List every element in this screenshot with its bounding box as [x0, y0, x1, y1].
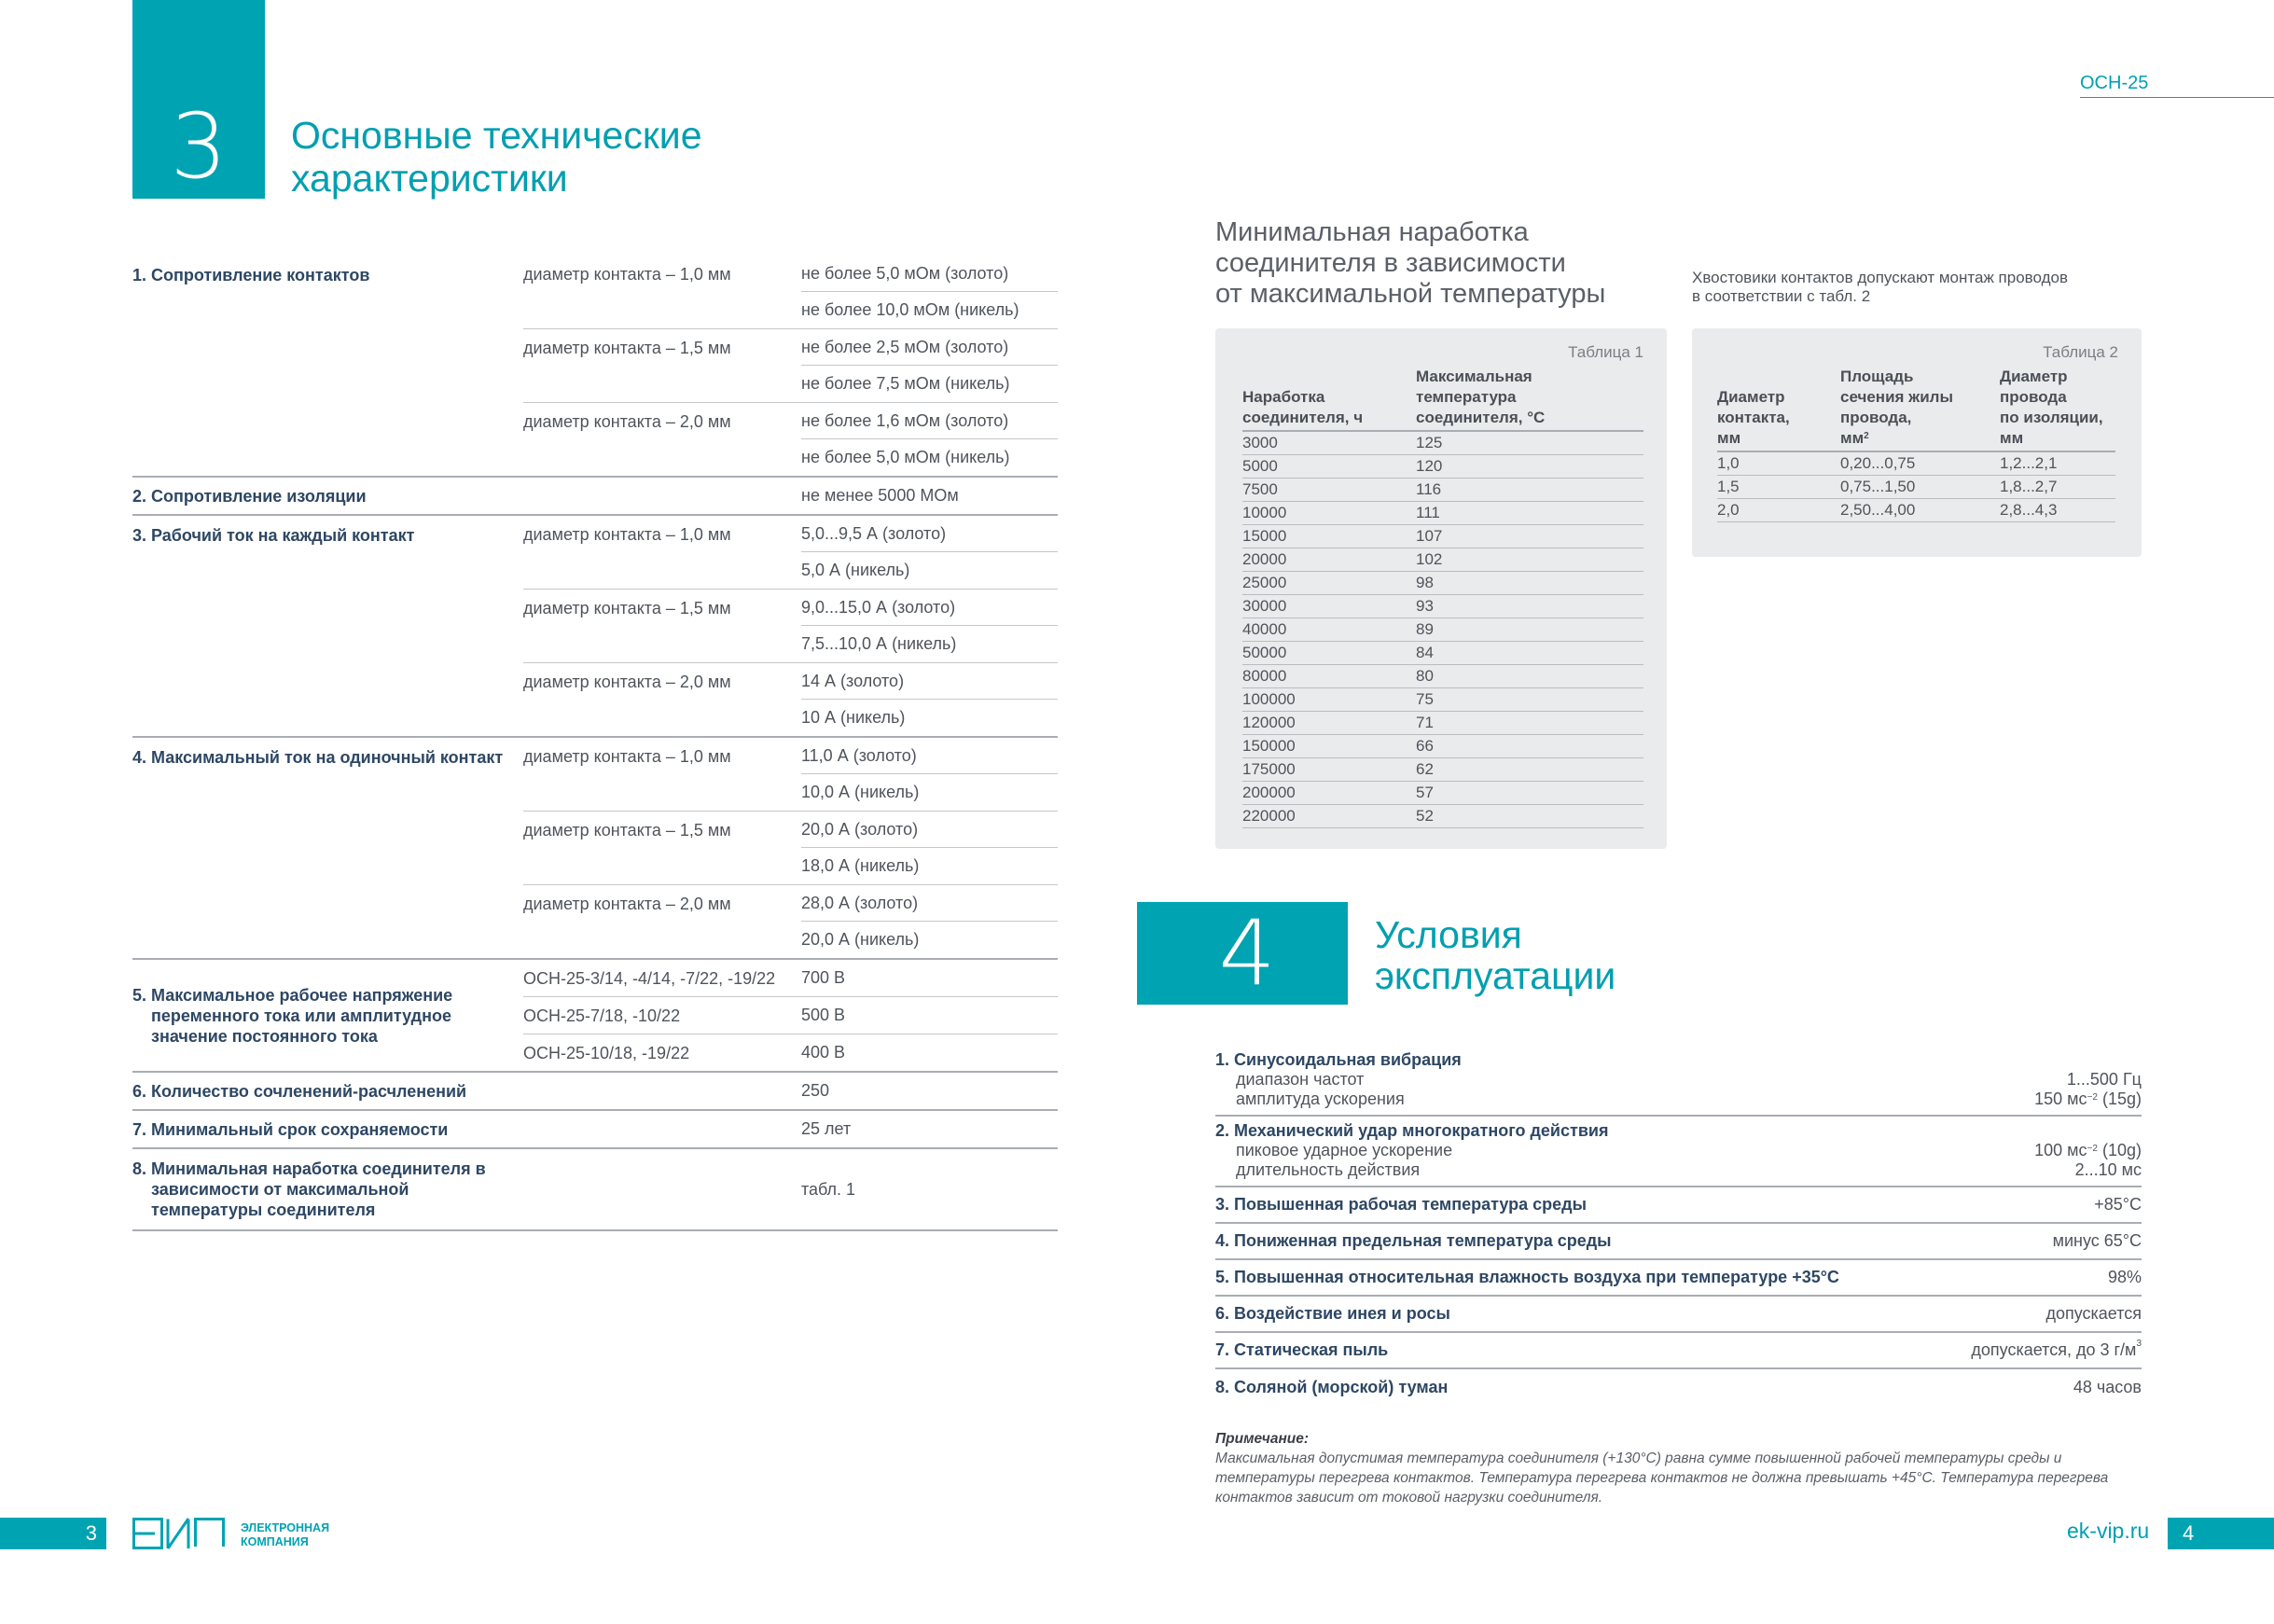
table1-hours-cell: 50000 — [1242, 642, 1416, 665]
table1-col-hours — [1242, 367, 1416, 431]
spec-value: 700 В — [801, 968, 846, 987]
spec-value: не более 1,6 мОм (золото) — [801, 403, 1058, 439]
spec-value: 10 А (никель) — [801, 708, 906, 727]
spec-condition — [523, 478, 801, 514]
table2-col-insulation-line3: по изоляции, — [2000, 409, 2103, 426]
spec-group — [132, 1073, 1058, 1111]
spec-value-list — [801, 997, 1058, 1034]
table2-caption: Таблица 2 — [2043, 343, 2118, 361]
spec-condition: диаметр контакта – 1,5 мм — [523, 599, 731, 618]
spec-condition — [523, 1172, 801, 1208]
table1-col-hours-line2: соединителя, ч — [1242, 409, 1364, 426]
table1-hours-cell: 5000 — [1242, 455, 1416, 479]
conditions-simple-rows — [1215, 1187, 2142, 1333]
table2-intro — [1692, 269, 2068, 306]
condition-value: +85°C — [2094, 1195, 2142, 1214]
shock-acc-value — [2034, 1141, 2142, 1160]
conditions-table — [1215, 1046, 2142, 1406]
condition-value: 98% — [2107, 1268, 2142, 1286]
spec-value-list — [801, 329, 1058, 402]
spec-table — [132, 256, 1058, 1231]
page-number-right-bar — [2168, 1518, 2274, 1549]
table1-temp-cell: 93 — [1416, 595, 1643, 618]
spec-name: 2. Сопротивление изоляции — [132, 486, 367, 506]
spec-sub — [523, 738, 1058, 812]
spec-value-list — [801, 812, 1058, 884]
spec-group — [132, 478, 1058, 516]
spec-value: не более 5,0 мОм (никель) — [801, 448, 1010, 466]
spec-sub — [523, 1172, 1058, 1208]
table2-col-area-line4 — [1840, 428, 2000, 449]
spec-condition: диаметр контакта – 2,0 мм — [523, 895, 731, 913]
table1-row — [1242, 782, 1643, 805]
condition-value: минус 65°C — [2052, 1231, 2142, 1250]
spec-value: 5,0...9,5 А (золото) — [801, 516, 1058, 552]
condition-dust — [1215, 1333, 2142, 1369]
spec-condition: диаметр контакта – 2,0 мм — [523, 673, 731, 691]
spec-name: 4. Максимальный ток на одиночный контакт — [132, 748, 504, 767]
note-text: Максимальная допустимая температура соединителя (+130°C) равна сумме повышенной рабочей температуры среды и температуры перегрева контактов. Температура перегрева контактов не должна превышать +45°C. Температура перегрева контактов зависит от токовой нагрузки соединителя. — [1215, 1450, 2109, 1506]
spec-value: 5,0 А (никель) — [801, 561, 910, 579]
table1-temp-cell: 116 — [1416, 479, 1643, 502]
table1-row — [1242, 618, 1643, 642]
spec-value: 7,5...10,0 А (никель) — [801, 634, 957, 653]
spec-sub — [523, 516, 1058, 590]
table1-row — [1242, 572, 1643, 595]
website-link[interactable]: ek-vip.ru — [2067, 1519, 2150, 1543]
table1-hours-cell: 15000 — [1242, 525, 1416, 548]
spec-sub — [523, 1111, 851, 1147]
table1-temp-cell: 71 — [1416, 712, 1643, 735]
spec-group — [132, 1111, 1058, 1149]
spec-value-list — [801, 516, 1058, 589]
condition-row — [1215, 1260, 2142, 1297]
dust-value-sup: 3 — [2136, 1339, 2142, 1349]
table2-col-area-line2: сечения жилы — [1840, 388, 1953, 406]
table1-temp-cell: 52 — [1416, 805, 1643, 828]
table1-hours-cell: 25000 — [1242, 572, 1416, 595]
spec-value: не менее 5000 МОм — [801, 486, 959, 505]
spec-group — [132, 516, 1058, 738]
table1-temp-cell: 111 — [1416, 502, 1643, 525]
table1-row — [1242, 712, 1643, 735]
table1-hours-cell: 120000 — [1242, 712, 1416, 735]
table2-col-area-unit: мм — [1840, 429, 1865, 447]
spec-value-list — [801, 885, 1058, 958]
condition-name: 4. Пониженная предельная температура среды — [1215, 1231, 1612, 1250]
table1-row — [1242, 642, 1643, 665]
table1-temp-cell: 98 — [1416, 572, 1643, 595]
table1-hours-cell: 150000 — [1242, 735, 1416, 758]
shock-duration-label: длительность действия — [1236, 1160, 1421, 1179]
spec-value-list — [801, 1111, 851, 1147]
spec-value: не более 10,0 мОм (никель) — [801, 300, 1019, 319]
table2-diameter-cell: 1,5 — [1717, 476, 1840, 499]
condition-salt-fog-name: 8. Соляной (морской) туман — [1215, 1378, 1449, 1396]
doc-code: ОСН-25 — [2080, 73, 2149, 93]
spec-values — [523, 1149, 1058, 1229]
table1-hours-cell: 80000 — [1242, 665, 1416, 688]
spec-value: 10,0 А (никель) — [801, 783, 920, 801]
spec-condition: диаметр контакта – 1,0 мм — [523, 265, 731, 284]
spec-condition: диаметр контакта – 1,5 мм — [523, 821, 731, 840]
table1-caption: Таблица 1 — [1568, 343, 1643, 361]
section-3-title-line2: характеристики — [291, 157, 568, 200]
vibration-freq-value: 1...500 Гц — [2066, 1070, 2142, 1089]
shock-acc-label: пиковое ударное ускорение — [1236, 1141, 1453, 1159]
table1-hours-cell: 200000 — [1242, 782, 1416, 805]
section-3-number: 3 — [170, 94, 228, 199]
spec-condition: диаметр контакта – 1,0 мм — [523, 525, 731, 544]
table1-hours-cell: 175000 — [1242, 758, 1416, 782]
company-name — [241, 1521, 329, 1549]
spec-value: 250 — [801, 1081, 830, 1100]
company-logo — [132, 1518, 226, 1549]
section-3-title — [291, 114, 702, 200]
table1-temp-cell: 62 — [1416, 758, 1643, 782]
table2-insulation-cell: 2,8...4,3 — [2000, 499, 2115, 522]
table2-col-insulation-line2: провода — [2000, 388, 2067, 406]
spec-value: 11,0 А (золото) — [801, 738, 1058, 774]
spec-values — [523, 516, 1058, 736]
table1-row — [1242, 548, 1643, 572]
spec-value-list — [801, 403, 1058, 476]
section-4-title-line2: эксплуатации — [1375, 954, 1616, 997]
condition-vibration — [1215, 1046, 2142, 1117]
table2-col-diameter-line1: Диаметр — [1717, 388, 1785, 406]
table1-hours-cell: 100000 — [1242, 688, 1416, 712]
table1-temp-cell: 102 — [1416, 548, 1643, 572]
table1-heading-line2: соединителя в зависимости — [1215, 248, 1566, 278]
condition-shock-acc — [1215, 1141, 2142, 1160]
vibration-freq-label: диапазон частот — [1236, 1070, 1365, 1089]
spec-value-list — [801, 256, 1058, 328]
condition-vibration-acc — [1215, 1090, 2142, 1109]
table2-area-cell: 0,20...0,75 — [1840, 451, 2000, 476]
spec-value: не более 7,5 мОм (никель) — [801, 374, 1010, 393]
table2-row — [1717, 476, 2115, 499]
logo-mark-icon — [132, 1518, 226, 1549]
table1-heading-line3: от максимальной температуры — [1215, 279, 1606, 309]
vibration-acc-label: амплитуда ускорения — [1236, 1090, 1405, 1108]
table2-insulation-cell: 1,8...2,7 — [2000, 476, 2115, 499]
table1-hours-cell: 20000 — [1242, 548, 1416, 572]
spec-value: 14 А (золото) — [801, 663, 1058, 700]
shock-acc-g: (10g) — [2097, 1141, 2142, 1159]
spec-value: 9,0...15,0 А (золото) — [801, 590, 1058, 626]
condition-vibration-freq — [1215, 1070, 2142, 1090]
spec-group — [132, 1149, 1058, 1231]
table1-heading — [1215, 217, 1605, 310]
company-name-line1: ЭЛЕКТРОННАЯ — [241, 1521, 330, 1534]
table2-row — [1717, 451, 2115, 476]
section-4-number: 4 — [1218, 901, 1276, 1006]
shock-acc-num: 100 мс — [2034, 1141, 2087, 1159]
table2-diameter-cell: 2,0 — [1717, 499, 1840, 522]
dust-value-text: допускается, до 3 г/м — [1971, 1340, 2137, 1359]
vibration-acc-g: (15g) — [2097, 1090, 2142, 1108]
spec-sub — [523, 478, 959, 514]
condition-dust-name: 7. Статическая пыль — [1215, 1340, 1389, 1359]
table1-temp-cell: 125 — [1416, 431, 1643, 455]
vibration-acc-num: 150 мс — [2034, 1090, 2087, 1108]
condition-shock-name: 2. Механический удар многократного действия — [1215, 1121, 1609, 1140]
table1-header-row — [1242, 367, 1643, 431]
spec-sub — [523, 663, 1058, 736]
table1-temp-cell: 57 — [1416, 782, 1643, 805]
vibration-acc-sup: −2 — [2087, 1092, 2098, 1103]
table1-row — [1242, 525, 1643, 548]
spec-value-list — [801, 1073, 829, 1109]
table2-col-area-line3: провода, — [1840, 409, 1912, 426]
table1-temp-cell: 89 — [1416, 618, 1643, 642]
table1-row — [1242, 502, 1643, 525]
spec-condition: ОСН-25-7/18, -10/22 — [523, 1006, 681, 1025]
section-4-number-box — [1137, 902, 1348, 1005]
spec-value: 25 лет — [801, 1119, 852, 1138]
table2-intro-line2: в соответствии с табл. 2 — [1692, 287, 1871, 305]
section-3-title-line1: Основные технические — [291, 114, 702, 157]
spec-value: не более 5,0 мОм (золото) — [801, 256, 1058, 292]
section-3-number-box — [132, 0, 265, 199]
table2-col-insulation-line1: Диаметр — [2000, 368, 2068, 385]
spec-sub — [523, 1034, 1058, 1071]
shock-acc-sup: −2 — [2087, 1144, 2098, 1154]
vibration-acc-value — [2034, 1090, 2142, 1109]
spec-name: 6. Количество сочленений-расчленений — [132, 1081, 467, 1101]
shock-duration-value: 2...10 мс — [2074, 1160, 2142, 1179]
spec-value-list — [801, 738, 1058, 811]
spec-values — [523, 478, 1058, 514]
spec-value: 18,0 А (никель) — [801, 856, 920, 875]
table2-col-insulation-line4: мм — [2000, 429, 2024, 447]
table1 — [1242, 367, 1643, 828]
spec-value-list — [801, 478, 959, 514]
spec-value: 28,0 А (золото) — [801, 885, 1058, 922]
spec-name: 7. Минимальный срок сохраняемости — [132, 1119, 449, 1139]
table1-row — [1242, 431, 1643, 455]
table1-hours-cell: 10000 — [1242, 502, 1416, 525]
condition-vibration-name: 1. Синусоидальная вибрация — [1215, 1050, 1462, 1069]
spec-value: 20,0 А (золото) — [801, 812, 1058, 848]
spec-sub — [523, 1073, 829, 1109]
table1-row — [1242, 665, 1643, 688]
condition-shock — [1215, 1117, 2142, 1187]
table1-col-temp — [1416, 367, 1643, 431]
table1-hours-cell: 220000 — [1242, 805, 1416, 828]
spec-sub — [523, 256, 1058, 329]
note-heading: Примечание: — [1215, 1431, 1310, 1447]
section-4-title — [1375, 914, 1615, 996]
spec-name: 5. Максимальное рабочее напряжение переменного тока или амплитудное значение постоянного тока — [132, 985, 453, 1046]
table1-col-hours-line1: Наработка — [1242, 388, 1325, 406]
spec-value: табл. 1 — [801, 1179, 856, 1199]
condition-salt-fog-value: 48 часов — [2073, 1378, 2142, 1396]
table2-area-cell: 2,50...4,00 — [1840, 499, 2000, 522]
condition-name: 6. Воздействие инея и росы — [1215, 1304, 1450, 1323]
condition-dust-value — [1971, 1340, 2142, 1360]
table2-body — [1717, 451, 2115, 522]
spec-value: 20,0 А (никель) — [801, 930, 920, 949]
condition-row — [1215, 1224, 2142, 1260]
spec-value: 400 В — [801, 1043, 846, 1062]
spec-condition: диаметр контакта – 2,0 мм — [523, 412, 731, 431]
table2-panel — [1692, 328, 2142, 557]
table2-row — [1717, 499, 2115, 522]
spec-sub — [523, 590, 1058, 663]
table1-temp-cell: 75 — [1416, 688, 1643, 712]
spec-value-list — [801, 590, 1058, 662]
spec-sub — [523, 403, 1058, 476]
spec-values — [523, 1073, 1058, 1109]
spec-value-list — [801, 1034, 1058, 1071]
spec-values — [523, 256, 1058, 476]
company-name-line2: КОМПАНИЯ — [241, 1535, 309, 1548]
table2-col-area-sup: 2 — [1864, 431, 1869, 441]
condition-name: 3. Повышенная рабочая температура среды — [1215, 1195, 1587, 1214]
table2-intro-line1: Хвостовики контактов допускают монтаж проводов — [1692, 269, 2068, 286]
table1-row — [1242, 595, 1643, 618]
table2-area-cell: 0,75...1,50 — [1840, 476, 2000, 499]
table1-row — [1242, 479, 1643, 502]
page-number-left: 3 — [85, 1521, 97, 1545]
spec-value: 500 В — [801, 1006, 846, 1024]
table2-col-diameter-line3: мм — [1717, 429, 1741, 447]
condition-value: допускается — [2045, 1304, 2142, 1323]
spec-values — [523, 960, 1058, 1071]
section-4-title-line1: Условия — [1375, 913, 1522, 956]
table2-col-diameter-line2: контакта, — [1717, 409, 1790, 426]
spec-condition — [523, 1073, 801, 1109]
spec-group — [132, 256, 1058, 478]
table2-col-area — [1840, 367, 2000, 451]
table2-diameter-cell: 1,0 — [1717, 451, 1840, 476]
table1-row — [1242, 805, 1643, 828]
spec-value-list — [801, 1172, 1058, 1208]
spec-condition: ОСН-25-3/14, -4/14, -7/22, -19/22 — [523, 969, 776, 988]
table1-row — [1242, 688, 1643, 712]
table1-hours-cell: 40000 — [1242, 618, 1416, 642]
table1-temp-cell: 107 — [1416, 525, 1643, 548]
table1-row — [1242, 455, 1643, 479]
spec-name: 3. Рабочий ток на каждый контакт — [132, 526, 415, 545]
table1-col-temp-line3: соединителя, °C — [1416, 409, 1546, 426]
table1-col-temp-line1: Максимальная — [1416, 368, 1532, 385]
spec-group — [132, 960, 1058, 1073]
table1-temp-cell: 120 — [1416, 455, 1643, 479]
table2 — [1717, 367, 2115, 522]
spec-group — [132, 738, 1058, 960]
spec-sub — [523, 885, 1058, 958]
table1-temp-cell: 66 — [1416, 735, 1643, 758]
table1-temp-cell: 80 — [1416, 665, 1643, 688]
table1-row — [1242, 758, 1643, 782]
spec-condition — [523, 1111, 801, 1147]
spec-name: 8. Минимальная наработка соединителя в зависимости от максимальной температуры соединителя — [132, 1159, 486, 1219]
note — [1215, 1429, 2142, 1507]
spec-condition: ОСН-25-10/18, -19/22 — [523, 1044, 690, 1062]
spec-value: не более 2,5 мОм (золото) — [801, 329, 1058, 366]
table2-col-area-line1: Площадь — [1840, 368, 1914, 385]
table1-panel — [1215, 328, 1667, 849]
page-number-right: 4 — [2183, 1521, 2195, 1545]
table2-col-diameter — [1717, 367, 1840, 451]
table1-hours-cell: 30000 — [1242, 595, 1416, 618]
table1-hours-cell: 3000 — [1242, 431, 1416, 455]
header-rule — [2080, 97, 2274, 98]
spec-value-list — [801, 960, 1058, 996]
table1-hours-cell: 7500 — [1242, 479, 1416, 502]
spec-sub — [523, 329, 1058, 403]
spec-sub — [523, 960, 1058, 997]
condition-name: 5. Повышенная относительная влажность воздуха при температуре +35°C — [1215, 1268, 1839, 1286]
condition-row — [1215, 1297, 2142, 1333]
table2-col-insulation — [2000, 367, 2115, 451]
table1-row — [1242, 735, 1643, 758]
condition-salt-fog — [1215, 1369, 2142, 1406]
condition-row — [1215, 1187, 2142, 1224]
spec-values — [523, 1111, 1058, 1147]
page-number-left-bar — [0, 1518, 106, 1549]
table2-header-row — [1717, 367, 2115, 451]
spec-name: 1. Сопротивление контактов — [132, 266, 370, 285]
spec-sub — [523, 812, 1058, 885]
table2-insulation-cell: 1,2...2,1 — [2000, 451, 2115, 476]
table1-body — [1242, 431, 1643, 828]
table1-col-temp-line2: температура — [1416, 388, 1517, 406]
table1-heading-line1: Минимальная наработка — [1215, 217, 1529, 247]
table1-temp-cell: 84 — [1416, 642, 1643, 665]
spec-condition: диаметр контакта – 1,5 мм — [523, 339, 731, 357]
spec-value-list — [801, 663, 1058, 736]
spec-sub — [523, 997, 1058, 1034]
condition-shock-duration — [1215, 1160, 2142, 1180]
spec-condition: диаметр контакта – 1,0 мм — [523, 747, 731, 766]
spec-values — [523, 738, 1058, 958]
